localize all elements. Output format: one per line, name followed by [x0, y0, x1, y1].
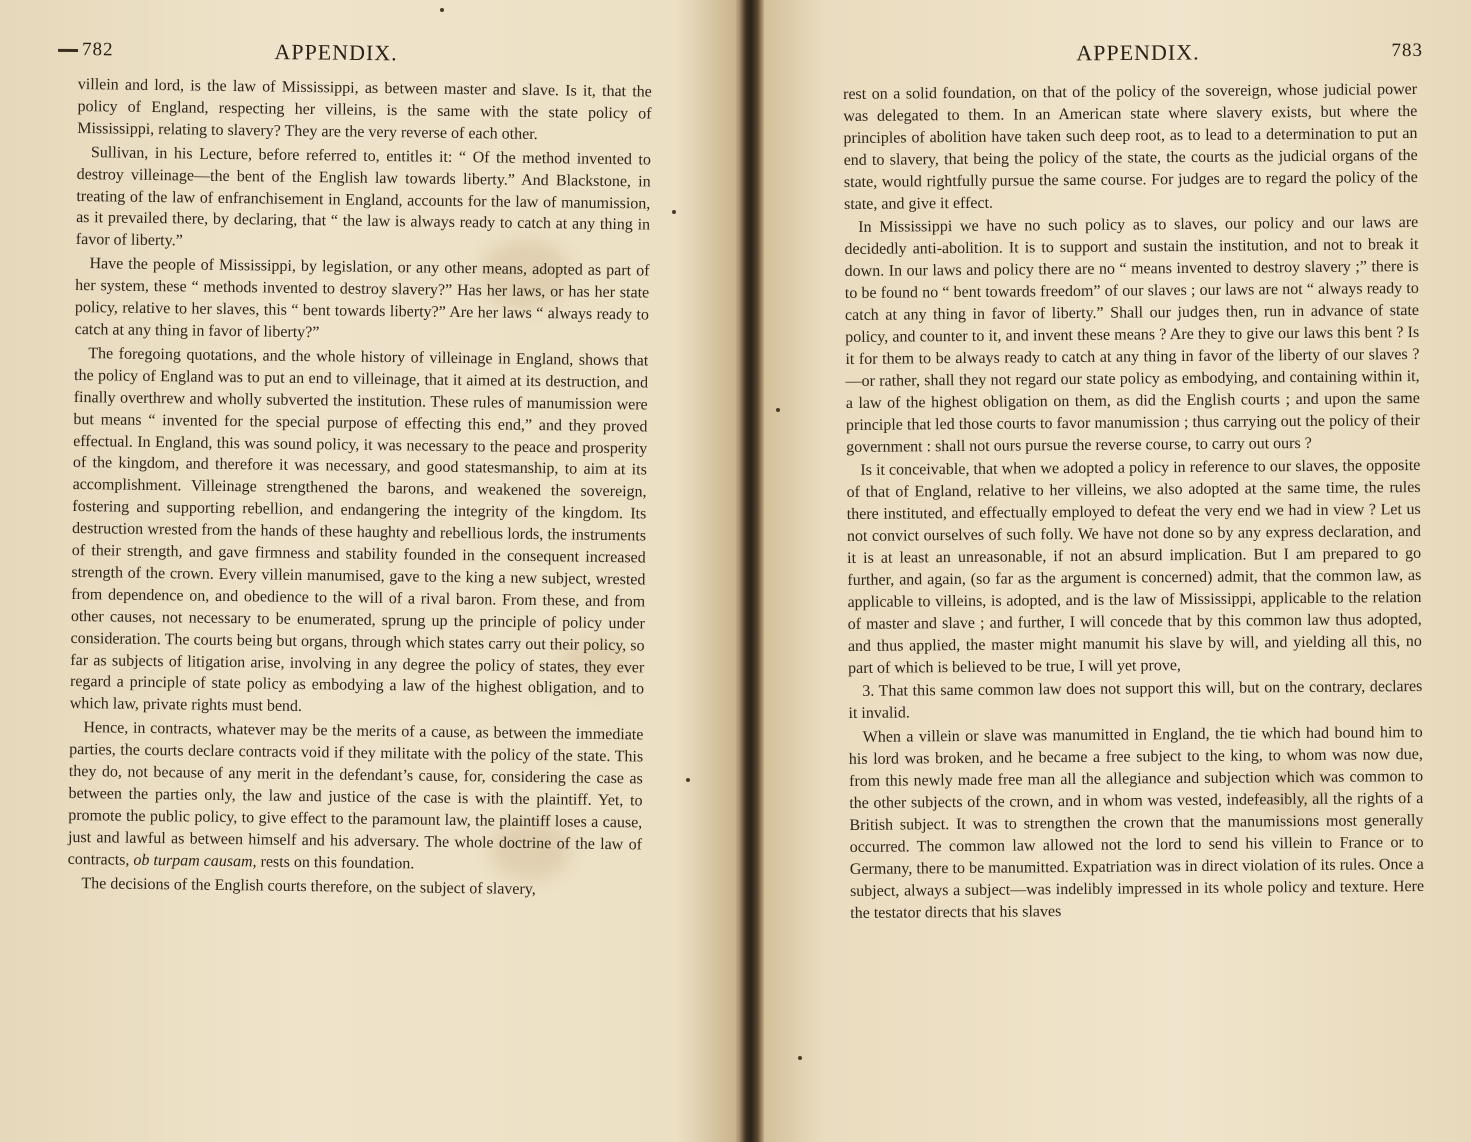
paragraph-text: Hence, in contracts, whatever may be the merits of a cause, as between the immediate parties, the courts declare contracts void if they militate with the policy of the state. This they do, not because of any merit in the defendant’s cause, for, considering the case as between the parties only, the law and justice of the case is with the plaintiff. Yet, to promote the public policy, to give effect to the paramount law, the plaintiff loses a cause, just and lawful as between himself and his adversary. The whole doctrine of the law of contracts, [67, 719, 644, 869]
paragraph: When a villein or slave was manumitted in England, the tie which had bound him to his lord was broken, and he became a free subject to the king, to whom was now due, from this newly made free man all the allegiance and subjection which was common to the other subjects of the crown, and in whom was vested, indefeasibly, all the rights of a British subject. It was to strengthen the crown that the manumissions most generally occurred. The common law allowed not the lord to send his villein to France or to Germany, there to be manumitted. Expatriation was in direct violation of its rules. Once a subject, always a subject—was indelibly impressed in its whole policy and texture. Here the testator directs that his slaves [848, 724, 1425, 922]
paragraph: Is it conceivable, that when we adopted a policy in reference to our slaves, the opposite of that of England, relative to her villeins, we also adopted at the same time, the rules there instituted, and effectually employed to defeat the very end we had in view ? Let us not convict ourselves of such folly. We have not done so by any express declaration, and it is at least an unreasonable, if not an absurd implication. But I am prepared to go further, and again, (so far as the argument is concerned) admit, that the common law, as applicable to villeins, is adopted, and is the law of Mississippi, applicable to the relation of master and slave ; and further, I will concede that by this common law thus adopted, and thus applied, the master might manumit his slave by will, and yielding all this, no part of which is believed to be true, I will yet prove, [846, 457, 1422, 677]
left-page-header [72, 37, 652, 79]
ink-speck [672, 210, 676, 214]
ink-speck [798, 1056, 802, 1060]
paragraph: In Mississippi we have no such policy as to slaves, our policy and our laws are decidedly anti-abolition. It is to support and sustain the institution, and not to break it down. In our laws and policy there are no “ means invented to destroy slavery ;” there is to be found no “ bent towards freedom” of our slaves ; our laws are not “ always ready to catch at any thing in favor of liberty.” Shall our judges then, run in advance of state policy, and counter to it, and invent these means ? Are they to give our laws this bent ? Is it for them to be always ready to catch at any thing in favor of the liberty of our slaves ?—or rather, shall they not regard our state policy as embodying, and containing within it, a law of the highest obligation on them, as did the English courts ; and upon the same principle that led those courts to favor manumission ; thus carrying out the policy of their government : shall not ours pursue the reverse course, to carry out ours ? [844, 214, 1421, 456]
left-page-number: 782 [81, 39, 114, 61]
paragraph: villein and lord, is the law of Mississippi, as between master and slave. Is it, that the policy of England, respecting her villeins, is the same with the state policy of Mississippi, relating to slavery? They are the very reverse of each other. [77, 75, 652, 143]
paragraph-with-latin [68, 717, 644, 878]
right-running-head: APPENDIX. [1076, 39, 1200, 66]
paragraph: rest on a solid foundation, on that of the policy of the sovereign, whose judicial power was delegated to them. In an American state where slavery exists, but where the principles of abolition have taken such deep root, as to lead to a determination to put an end to slavery, that being the policy of the state, the courts as the judicial organs of the state, would rightfully pursue the same course. For judges are to regard the policy of the state, and give it effect. [843, 80, 1418, 213]
right-text-block [843, 79, 1424, 926]
ink-speck [440, 8, 444, 12]
left-text-block [67, 74, 652, 904]
right-page-number: 783 [1391, 39, 1424, 62]
right-page-header [829, 38, 1423, 78]
paragraph: 3. That this same common law does not support this will, but on the contrary, declares it invalid. [848, 678, 1423, 723]
paragraph-tail: rests on this foundation. [256, 853, 415, 873]
paragraph: The foregoing quotations, and the whole history of villeinage in England, shows that the policy of England was to put an end to villeinage, that it aimed at its destruction, and finally overthrew and wholly subverted the institution. These rules of manumission were but means “ invented for the special purpose of effecting this end,” and they proved effectual. In England, this was sound policy, it was necessary to the peace and prosperity of the kingdom, and therefore it was necessary, and good statesmanship, to aim at its accomplishment. Villeinage strengthened the barons, and weakened the sovereign, fostering and supporting rebellion, and endangering the integrity of the kingdom. Its destruction wrested from the hands of these haughty and rebellious lords, the instruments of their strength, and gave firmness and stability founded in the consequent increased strength of the crown. Every villein manumised, gave to the king a new subject, wrested from dependence on, and obedience to the will of a rival baron. From these, and from other causes, not necessary to be enumerated, sprung up the principle of policy under consideration. The courts being but organs, through which states carry out their policy, so far as subjects of litigation arise, involving in any degree the policy of states, they ever regard a principle of state policy as embodying a law of the highest obligation, and to which law, private rights must bend. [69, 345, 649, 716]
paragraph: The decisions of the English courts therefore, on the subject of slavery, [81, 874, 536, 898]
ink-speck [776, 408, 780, 412]
latin-phrase: ob turpam causam, [133, 851, 257, 871]
paragraph: Have the people of Mississippi, by legislation, or any other means, adopted as part of her system, these “ methods invented to destroy slavery?” Has her laws, or has her state policy, relative to her slaves, this “ bent towards liberty?” Are her laws “ always ready to catch at any thing in favor of liberty?” [74, 255, 650, 342]
paragraph: Sullivan, in his Lecture, before referred to, entitles it: “ Of the method invented to destroy villeinage—the bent of the English law towards liberty.” And Blackstone, in treating of the law of enfranchisement in England, accounts for the law of manumission, as it prevailed there, by declaring, that “ the law is always ready to catch at any thing in favor of liberty.” [75, 143, 652, 250]
right-page [757, 0, 1471, 1142]
left-running-head: APPENDIX. [274, 39, 398, 66]
ink-speck [686, 778, 690, 782]
